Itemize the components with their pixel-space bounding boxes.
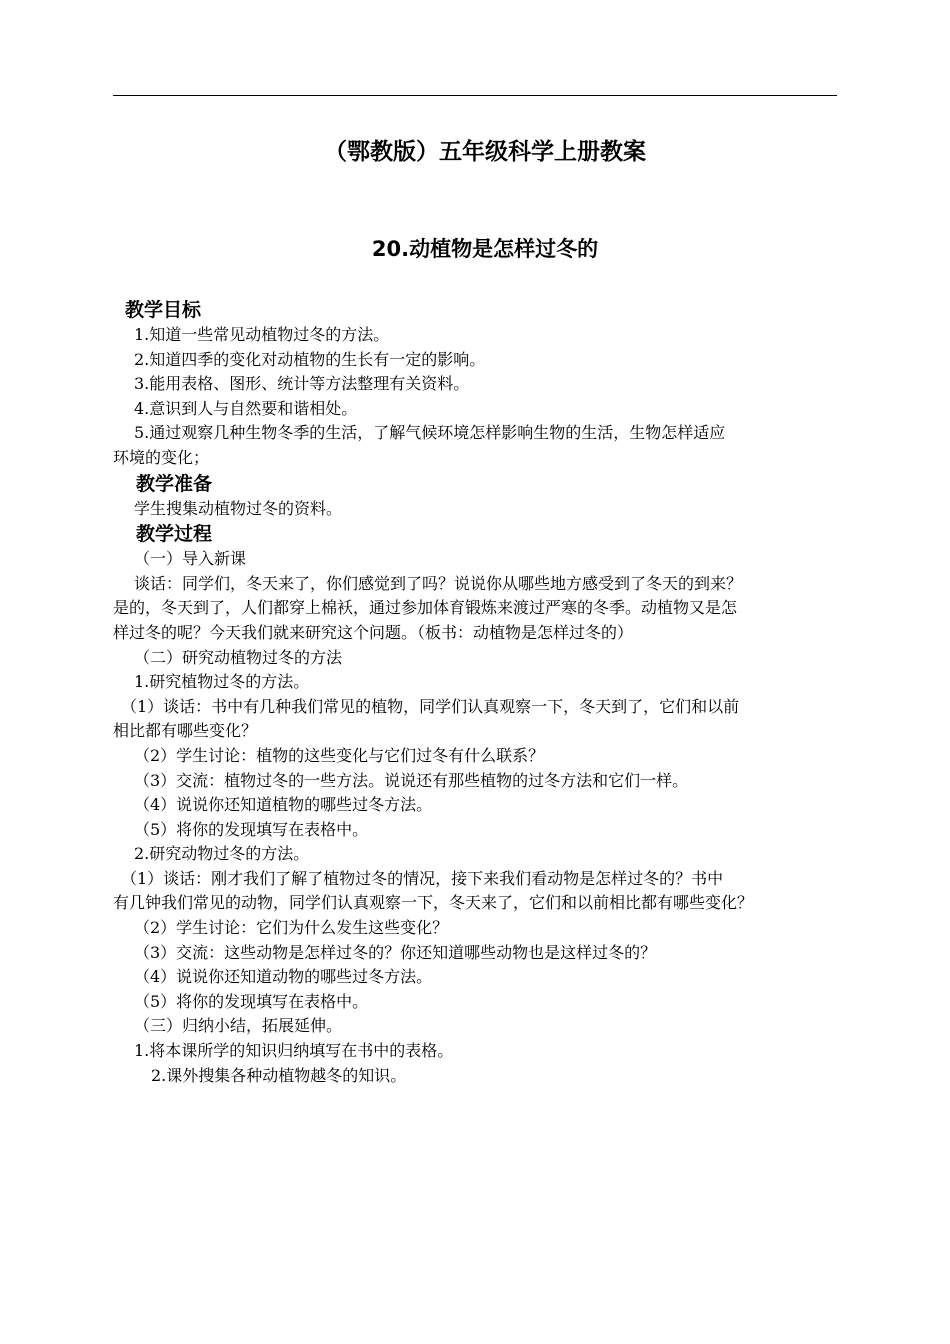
goal-item: 4.意识到人与自然要和谐相处。 (134, 398, 358, 418)
goal-item: 3.能用表格、图形、统计等方法整理有关资料。 (134, 374, 470, 394)
process-line: 样过冬的呢？今天我们就来研究这个问题。（板书：动植物是怎样过冬的） (113, 622, 634, 642)
process-line: （4）说说你还知道植物的哪些过冬方法。 (134, 795, 433, 815)
process-line: 1.研究植物过冬的方法。 (134, 672, 310, 692)
process-line: （1）谈话：书中有几种我们常见的植物，同学们认真观察一下，冬天到了，它们和以前 (121, 696, 740, 716)
process-line: （2）学生讨论：它们为什么发生这些变化？ (134, 918, 449, 938)
process-line: 2.课外搜集各种动植物越冬的知识。 (151, 1065, 407, 1085)
document-body (113, 297, 843, 1088)
process-line: 1.将本课所学的知识归纳填写在书中的表格。 (134, 1041, 454, 1061)
process-line: （2）学生讨论：植物的这些变化与它们过冬有什么联系？ (134, 745, 545, 765)
process-line: 有几钟我们常见的动物，同学们认真观察一下，冬天来了，它们和以前相比都有哪些变化？ (113, 893, 754, 913)
goal-item: 5.通过观察几种生物冬季的生活，了解气候环境怎样影响生物的生活，生物怎样适应 (134, 423, 726, 443)
process-line: 2.研究动物过冬的方法。 (134, 844, 310, 864)
goal-item: 1.知道一些常见动植物过冬的方法。 (134, 325, 390, 344)
process-line: 相比都有哪些变化？ (113, 721, 258, 741)
process-line: （4）说说你还知道动物的哪些过冬方法。 (134, 967, 433, 987)
process-line: （3）交流：植物过冬的一些方法。说说还有那些植物的过冬方法和它们一样。 (134, 770, 689, 790)
process-line: （三）归纳小结，拓展延伸。 (134, 1016, 343, 1036)
lesson-title: 20.动植物是怎样过冬的 (371, 237, 599, 261)
prep-text: 学生搜集动植物过冬的资料。 (134, 498, 343, 518)
process-line: （5）将你的发现填写在表格中。 (134, 991, 369, 1011)
document-title: （鄂教版）五年级科学上册教案 (324, 139, 646, 165)
process-line: （3）交流：这些动物是怎样过冬的？你还知道哪些动物也是这样过冬的？ (134, 942, 657, 962)
section-heading-goals: 教学目标 (125, 299, 202, 321)
process-line: 谈话：同学们，冬天来了，你们感觉到了吗？说说你从哪些地方感受到了冬天的到来？ (134, 573, 743, 593)
process-line: （一）导入新课 (134, 549, 247, 569)
process-line: 是的，冬天到了，人们都穿上棉袄，通过参加体育锻炼来渡过严寒的冬季。动植物又是怎 (113, 598, 738, 618)
process-line: （二）研究动植物过冬的方法 (134, 647, 343, 667)
goal-item-continued: 环境的变化； (113, 447, 210, 467)
process-line: （1）谈话：刚才我们了解了植物过冬的情况，接下来我们看动物是怎样过冬的？书中 (121, 868, 724, 888)
goal-item: 2.知道四季的变化对动植物的生长有一定的影响。 (134, 349, 486, 369)
section-heading-prep: 教学准备 (136, 472, 213, 495)
process-line: （5）将你的发现填写在表格中。 (134, 819, 369, 839)
header-rule (113, 95, 837, 96)
section-heading-process: 教学过程 (136, 523, 213, 546)
